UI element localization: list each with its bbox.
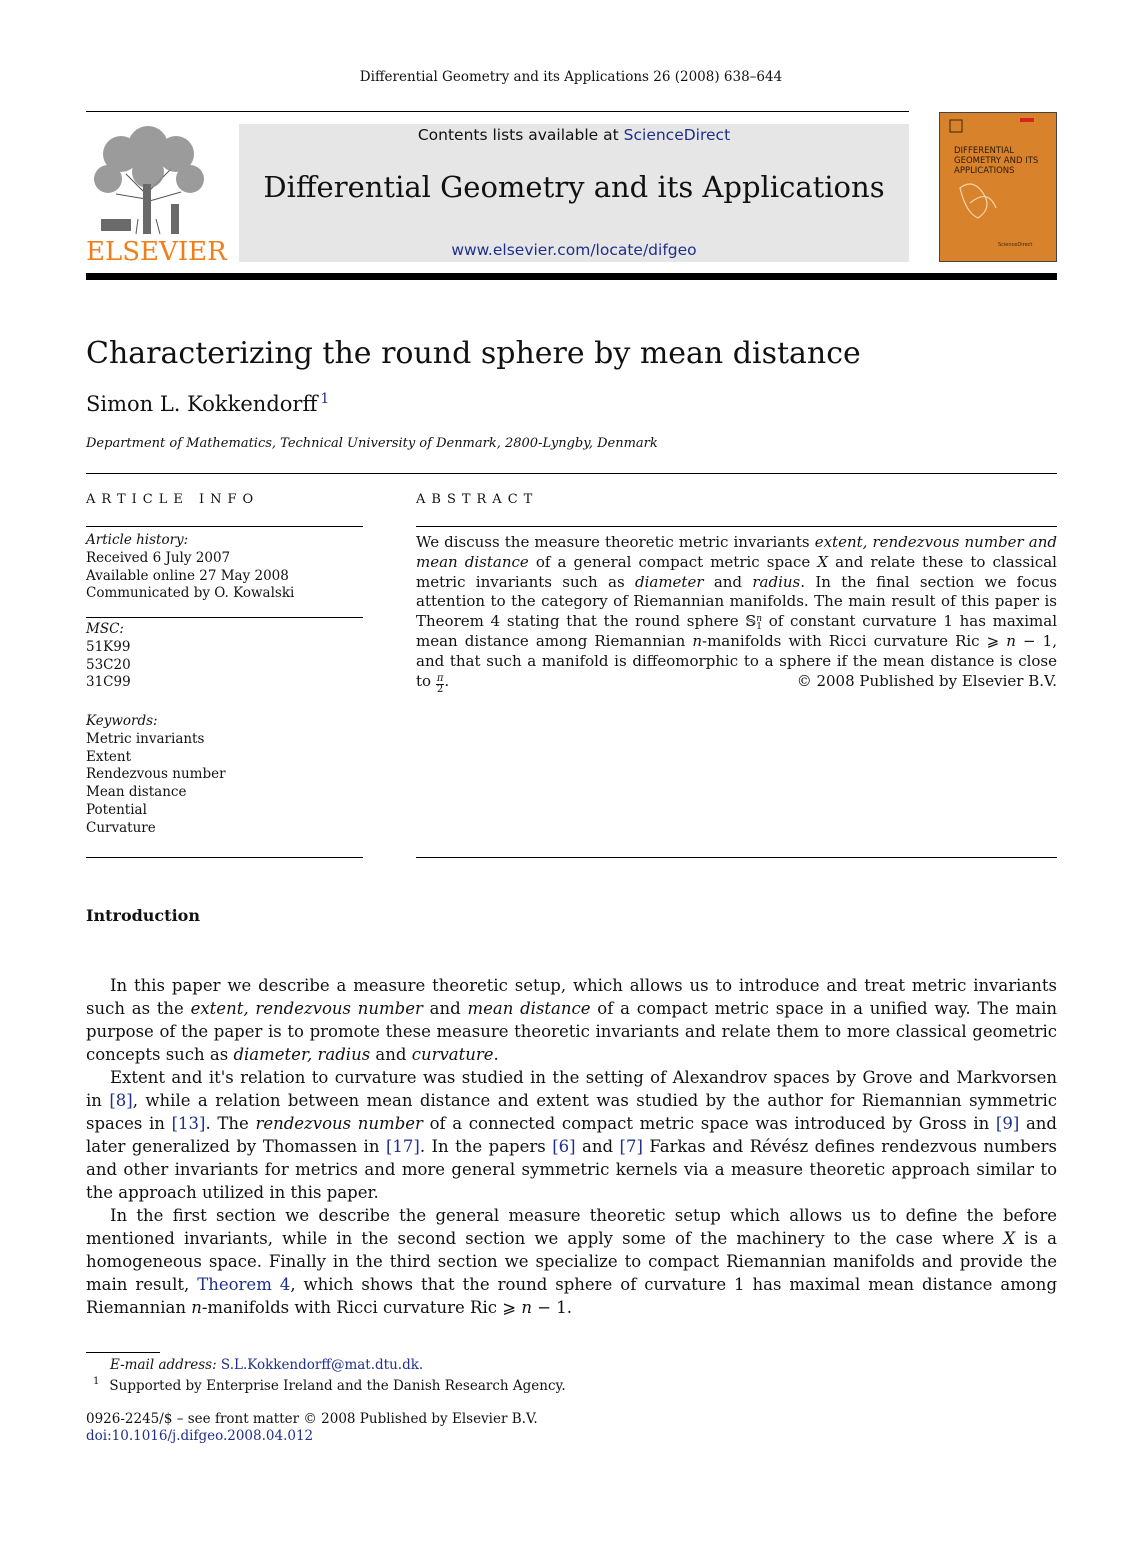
cover-decoration: [948, 118, 1048, 258]
text-seg: In the first section we describe the general measure theoretic setup which allows us to define the before mentioned invariants, while in the second section we apply some of the machinery to the case where: [86, 1206, 1057, 1248]
text-seg: and: [422, 999, 468, 1018]
front-matter-line: 0926-2245/$ – see front matter © 2008 Published by Elsevier B.V.: [86, 1411, 538, 1427]
text-seg: mean distance: [467, 999, 591, 1018]
abstract-seg: diameter: [634, 572, 704, 591]
abstract-seg: of constant curvature 1 has maximal mean distance among Riemannian: [416, 612, 1057, 650]
author-name: Simon L. Kokkendorff: [86, 392, 318, 416]
citation-link[interactable]: [9]: [995, 1114, 1020, 1133]
author-footnote-mark[interactable]: 1: [320, 391, 330, 407]
text-seg: and: [370, 1045, 412, 1064]
text-seg: . In the papers: [419, 1137, 553, 1156]
abstract-seg: -manifolds with Ricci curvature Ric ⩾: [702, 631, 1007, 650]
msc-code: 53C20: [86, 656, 131, 673]
text-seg: , which shows that the round sphere of curvature 1 has maximal mean distance among Riemannian: [86, 1275, 1057, 1317]
contents-line: [239, 126, 909, 144]
abstract-seg: radius: [752, 572, 801, 591]
text-seg: Extent and it's relation to curvature was studied in the setting of Alexandrov spaces by Grove and Markvorsen in: [86, 1068, 1057, 1110]
abstract-seg: We discuss the measure theoretic metric invariants: [416, 533, 815, 551]
abstract-seg: − 1, and that such a manifold is diffeomorphic to a sphere if the mean distance is close to: [416, 631, 1057, 690]
history-label: Article history:: [86, 532, 189, 548]
msc-code: 31C99: [86, 674, 131, 691]
top-rule: [86, 111, 909, 112]
intro-paragraph-1: [86, 974, 1057, 1066]
email-link[interactable]: S.L.Kokkendorff@mat.dtu.dk: [220, 1357, 419, 1373]
abstract-seg: X: [817, 552, 829, 571]
email-end: .: [418, 1357, 424, 1373]
abstract-seg: n: [1006, 631, 1016, 650]
text-seg: X: [1003, 1229, 1016, 1248]
text-seg: of a compact metric space in a unified way. The main purpose of the paper is to promote these measure theoretic invariants and relate them to more classical geometric concepts such as: [86, 999, 1057, 1064]
abstract-heading: ABSTRACT: [416, 492, 539, 507]
svg-text:ScienceDirect: ScienceDirect: [998, 242, 1033, 248]
abstract-seg: of a general compact metric space: [528, 552, 818, 571]
text-seg: and later generalized by Thomassen in: [86, 1114, 1057, 1156]
abstract-seg: .: [444, 671, 450, 690]
abstract-seg: extent, rendezvous number and mean distance: [416, 533, 1057, 571]
abstract-seg: n: [692, 631, 702, 650]
citation-link[interactable]: [6]: [552, 1137, 576, 1156]
abstract-bottom-rule: [416, 857, 1057, 858]
abstract-seg: . In the final section we focus attention to the category of Riemannian manifolds. The main result of this paper is Theorem 4 stating that the round sphere: [416, 572, 1057, 631]
elsevier-wordmark: ELSEVIER: [86, 237, 227, 267]
contents-prefix: Contents lists available at: [417, 126, 624, 144]
sphere-sup: n: [756, 614, 763, 625]
sciencedirect-link[interactable]: ScienceDirect: [623, 126, 731, 144]
abstract-rule: [416, 526, 1057, 527]
text-seg: . The: [205, 1114, 256, 1133]
citation-link[interactable]: [7]: [619, 1137, 643, 1156]
author-line: [86, 391, 329, 416]
journal-url-link[interactable]: www.elsevier.com/locate/difgeo: [451, 241, 697, 259]
text-seg: and: [575, 1137, 620, 1156]
text-seg: n: [521, 1298, 532, 1317]
email-label: E-mail address:: [110, 1357, 217, 1373]
paper-title: Characterizing the round sphere by mean distance: [86, 336, 861, 371]
text-seg: − 1.: [531, 1298, 573, 1317]
abstract-text: [416, 533, 1057, 695]
text-seg: extent, rendezvous number: [190, 999, 423, 1018]
citation-link[interactable]: [13]: [171, 1114, 206, 1133]
text-seg: rendezvous number: [255, 1114, 423, 1133]
text-seg: Farkas and Révész defines rendezvous numbers and other invariants for metrics and more general symmetric kernels via a measure theoretic approach similar to the approach utilized in this paper.: [86, 1137, 1057, 1202]
text-seg: diameter, radius: [233, 1045, 371, 1064]
sphere-symbol: 𝕊: [745, 612, 757, 631]
sphere-sub: 1: [756, 622, 762, 633]
citation-link[interactable]: [17]: [385, 1137, 420, 1156]
intro-heading: Introduction: [86, 906, 200, 925]
abstract-seg: and: [703, 572, 753, 591]
cover-title: DIFFERENTIAL GEOMETRY AND ITS APPLICATIONS: [954, 146, 1039, 176]
article-history: [86, 532, 294, 603]
intro-paragraph-2: [86, 1066, 1057, 1204]
text-seg: In this paper we describe a measure theoretic setup, which allows us to introduce and treat metric invariants such as the: [86, 976, 1057, 1018]
affiliation: Department of Mathematics, Technical University of Denmark, 2800-Lyngby, Denmark: [86, 436, 658, 451]
footnote-mark: 1: [93, 1376, 100, 1387]
theorem-link[interactable]: Theorem 4: [197, 1275, 291, 1294]
article-info-bottom-rule: [86, 857, 363, 858]
keyword: Potential: [86, 801, 147, 818]
keyword: Rendezvous number: [86, 766, 226, 783]
journal-citation: Differential Geometry and its Applications 26 (2008) 638–644: [359, 69, 783, 85]
text-seg: .: [493, 1045, 499, 1064]
citation-link[interactable]: [8]: [109, 1091, 133, 1110]
text-seg: is a homogeneous space. Finally in the third section we specialize to compact Riemannian manifolds and provide the main result,: [86, 1229, 1057, 1294]
journal-title: Differential Geometry and its Applications: [263, 170, 885, 204]
footnote-1: [93, 1376, 566, 1394]
intro-paragraph-3: [86, 1204, 1057, 1319]
header-thick-rule: [86, 273, 1057, 280]
keyword: Extent: [86, 748, 132, 765]
text-seg: n: [191, 1298, 202, 1317]
intro-body: [86, 974, 1057, 1319]
keywords-block: [86, 713, 226, 838]
keywords-label: Keywords:: [86, 713, 158, 729]
msc-rule: [86, 617, 363, 618]
text-seg: -manifolds with Ricci curvature Ric ⩾: [201, 1298, 522, 1317]
text-seg: , while a relation between mean distance and extent was studied by the author for Riemannian symmetric spaces in: [86, 1091, 1058, 1133]
doi-link[interactable]: doi:10.1016/j.difgeo.2008.04.012: [86, 1428, 314, 1444]
article-info-rule: [86, 526, 363, 527]
section-rule: [86, 473, 1057, 474]
footnote-text: Supported by Enterprise Ireland and the Danish Research Agency.: [109, 1377, 566, 1394]
msc-code: 51K99: [86, 638, 131, 655]
keyword: Curvature: [86, 819, 156, 836]
history-received: Received 6 July 2007: [86, 549, 231, 566]
keyword: Metric invariants: [86, 730, 205, 747]
abstract-seg: and relate these to classical metric invariants such as: [416, 552, 1057, 591]
footnote-email: [110, 1357, 423, 1373]
text-seg: of a connected compact metric space was introduced by Gross in: [422, 1114, 996, 1133]
history-online: Available online 27 May 2008: [86, 567, 289, 584]
article-info-heading: ARTICLE INFO: [86, 492, 260, 507]
history-communicated: Communicated by O. Kowalski: [86, 585, 295, 602]
msc-label: MSC:: [86, 621, 124, 637]
footnote-rule: [86, 1352, 160, 1353]
abstract-copyright: © 2008 Published by Elsevier B.V.: [796, 672, 1057, 690]
frac-den: 2: [436, 683, 444, 695]
keyword: Mean distance: [86, 784, 187, 801]
msc-block: [86, 621, 131, 692]
text-seg: curvature: [411, 1045, 494, 1064]
frac-num: π: [436, 672, 444, 684]
